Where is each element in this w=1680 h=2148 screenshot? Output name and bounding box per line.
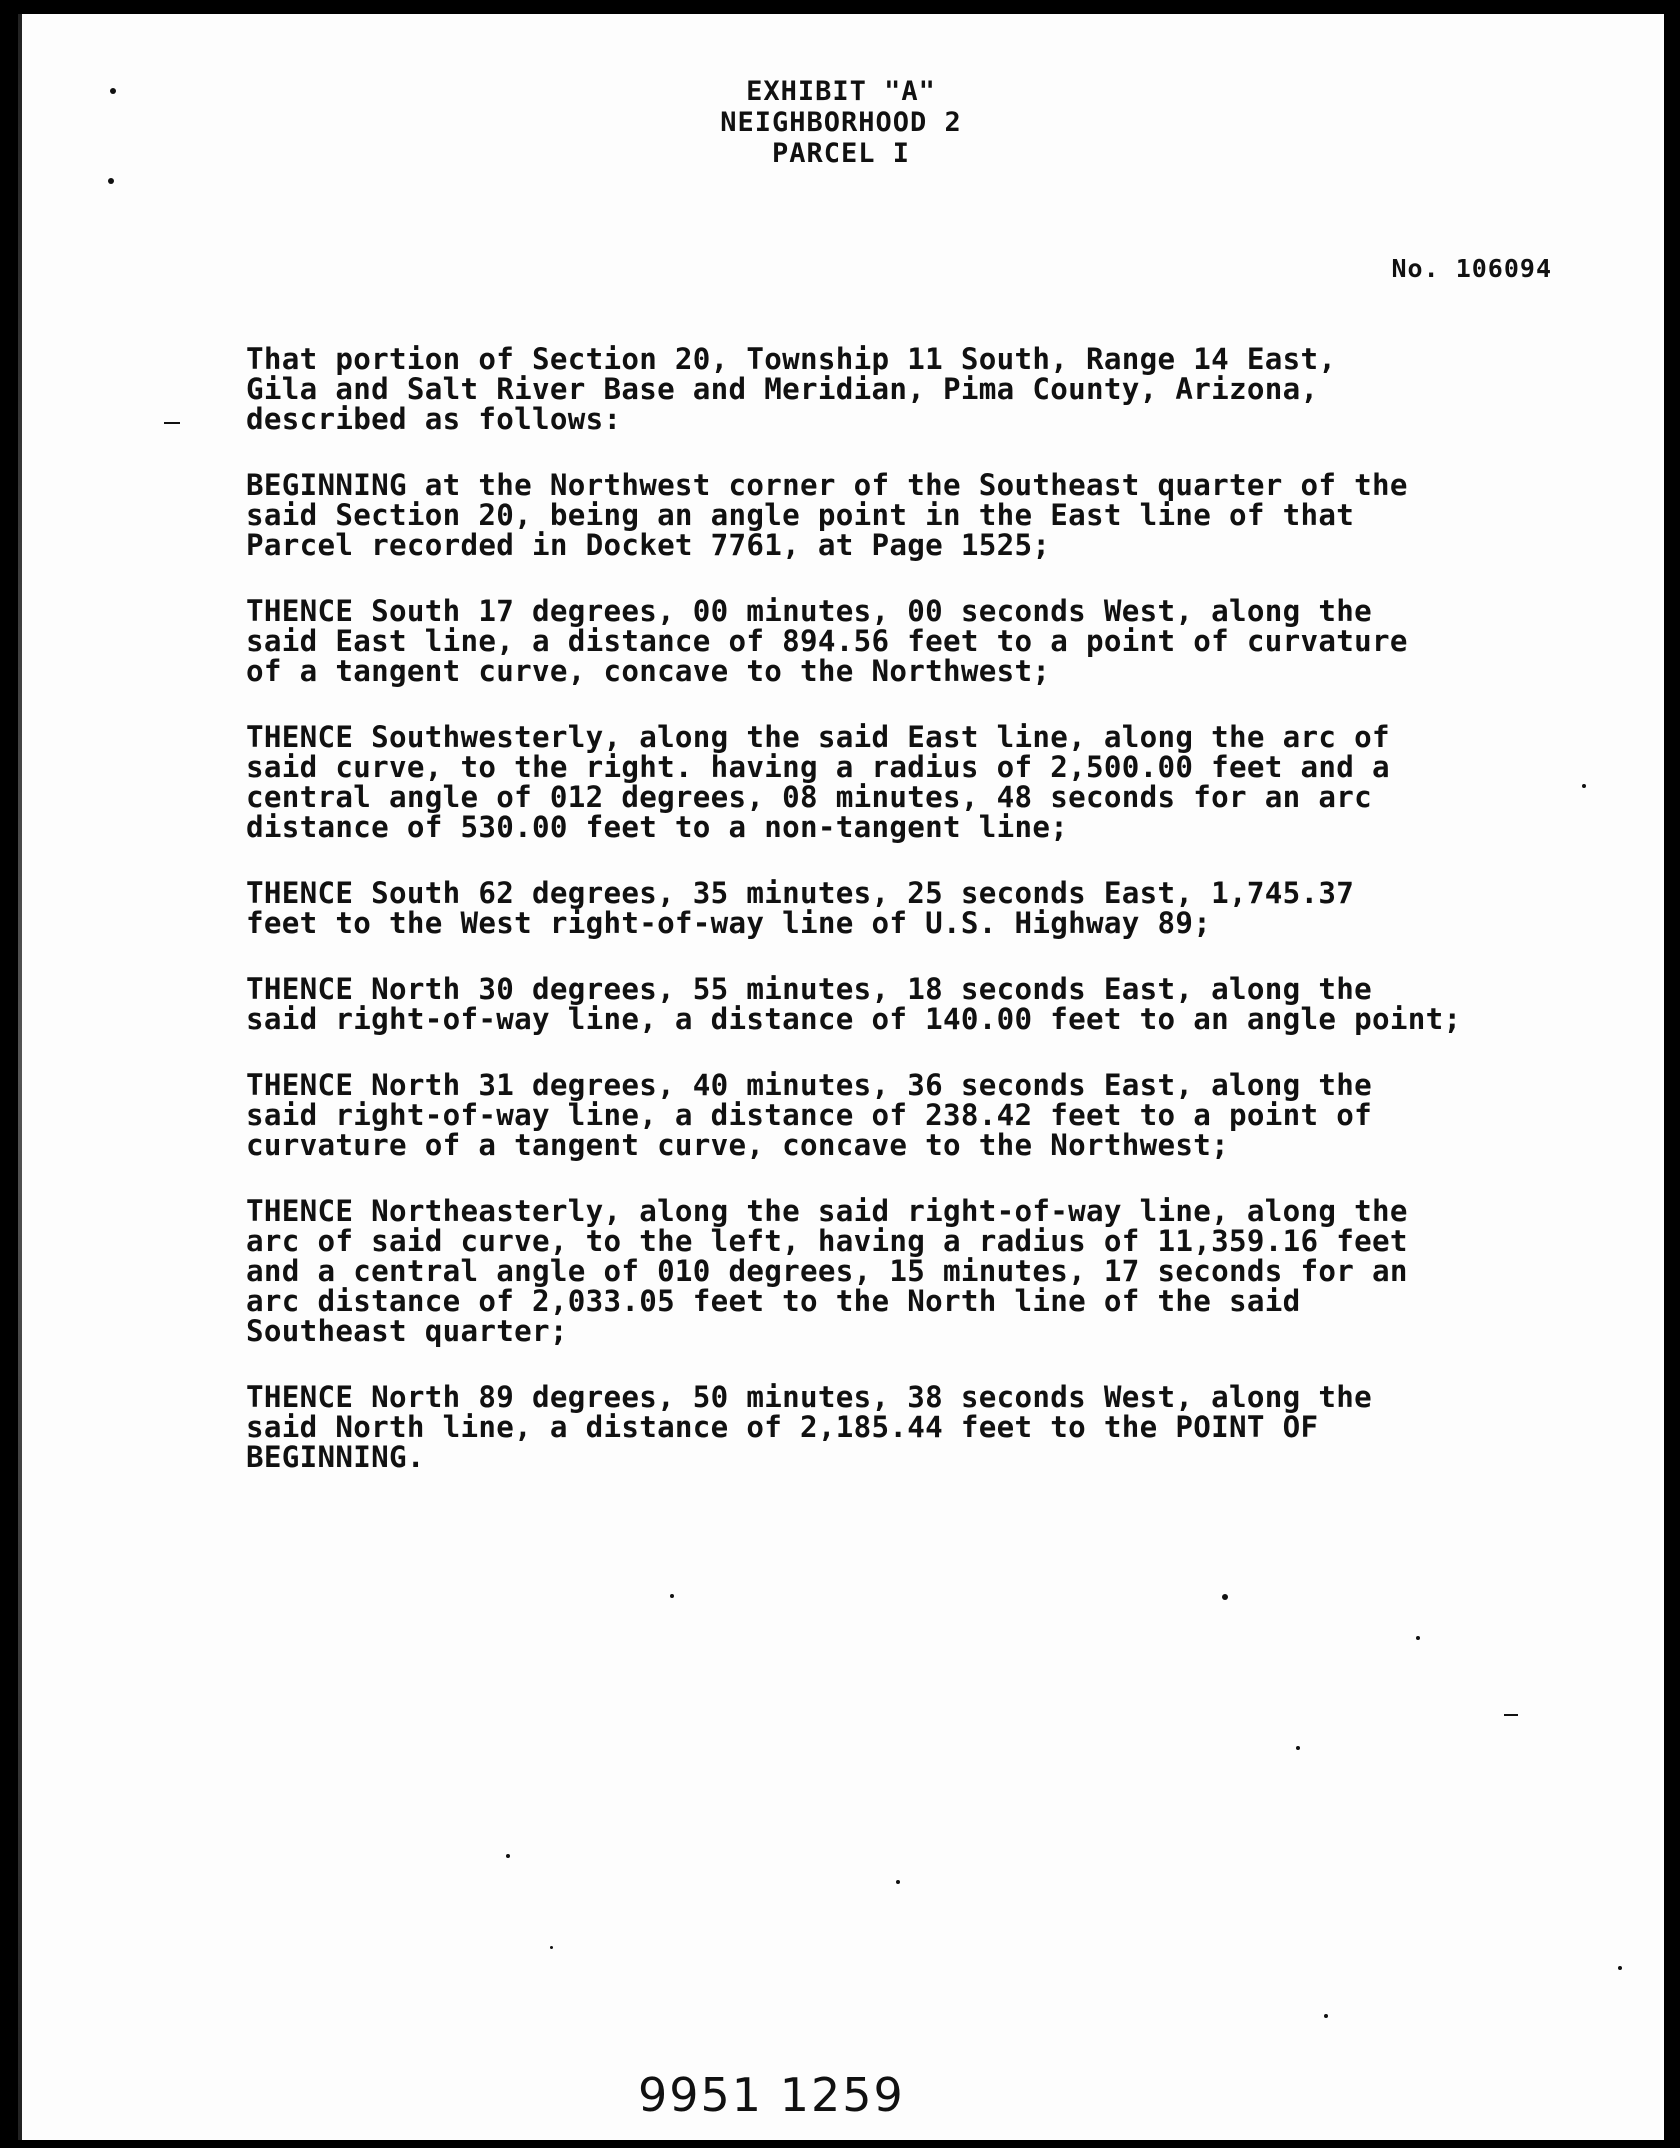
paragraph-intro: That portion of Section 20, Township 11 South, Range 14 East, Gila and Salt River Base and Meridian, Pima County, Arizona, described as follows: [246,342,1337,436]
scan-mark [1504,1714,1518,1716]
paragraph-course-7: THENCE North 89 degrees, 50 minutes, 38 seconds West, along the said North line, a distance of 2,185.44 feet to the POINT OF BEGINNING. [246,1380,1372,1474]
paragraph-course-6: THENCE Northeasterly, along the said right-of-way line, along the arc of said curve, to the left, having a radius of 11,359.16 feet and a central angle of 010 degrees, 15 minutes, 17 seconds for an arc distance of 2,033.05 feet to the North line of the said Southeast quarter; [246,1194,1408,1348]
paragraph-course-5: THENCE North 31 degrees, 40 minutes, 36 seconds East, along the said right-of-way line, a distance of 238.42 feet to a point of curvature of a tangent curve, concave to the Northwest; [246,1068,1372,1162]
neighborhood-title: NEIGHBORHOOD 2 [720,107,962,138]
scan-speck [1324,2014,1328,2018]
scan-speck [1582,784,1586,788]
paragraph-course-2: THENCE Southwesterly, along the said East line, along the arc of said curve, to the right. having a radius of 2,500.00 feet and a central angle of 012 degrees, 08 minutes, 48 seconds for an arc distance of 530.00 feet to a non-tangent line; [246,720,1390,844]
scan-speck [896,1880,900,1884]
paragraph-course-3: THENCE South 62 degrees, 35 minutes, 25 seconds East, 1,745.37 feet to the West right-of-way line of U.S. Highway 89; [246,876,1355,940]
scan-speck [1296,1746,1300,1750]
recording-stamp: 9951 1259 [638,2068,905,2122]
exhibit-title: EXHIBIT "A" [746,76,936,107]
scan-speck [1618,1966,1622,1970]
parcel-title: PARCEL I [771,138,911,169]
scan-speck [1222,1594,1228,1600]
document-page [18,14,1664,2140]
scan-speck [110,88,116,94]
scan-speck [550,1946,553,1949]
legal-description [246,344,1550,1508]
scan-edge [18,14,22,2140]
scan-speck [506,1854,510,1858]
paragraph-course-1: THENCE South 17 degrees, 00 minutes, 00 seconds West, along the said East line, a distance of 894.56 feet to a point of curvature of a tangent curve, concave to the Northwest; [246,594,1408,688]
scan-speck [670,1594,674,1598]
scan-mark [164,422,180,424]
scan-speck [1416,1636,1420,1640]
scan-speck [108,178,114,184]
exhibit-header [18,76,1664,169]
paragraph-beginning: BEGINNING at the Northwest corner of the Southeast quarter of the said Section 20, being an angle point in the East line of that Parcel recorded in Docket 7761, at Page 1525; [246,468,1408,562]
document-number: No. 106094 [1391,254,1552,283]
paragraph-course-4: THENCE North 30 degrees, 55 minutes, 18 seconds East, along the said right-of-way line, a distance of 140.00 feet to an angle point; [246,972,1462,1036]
